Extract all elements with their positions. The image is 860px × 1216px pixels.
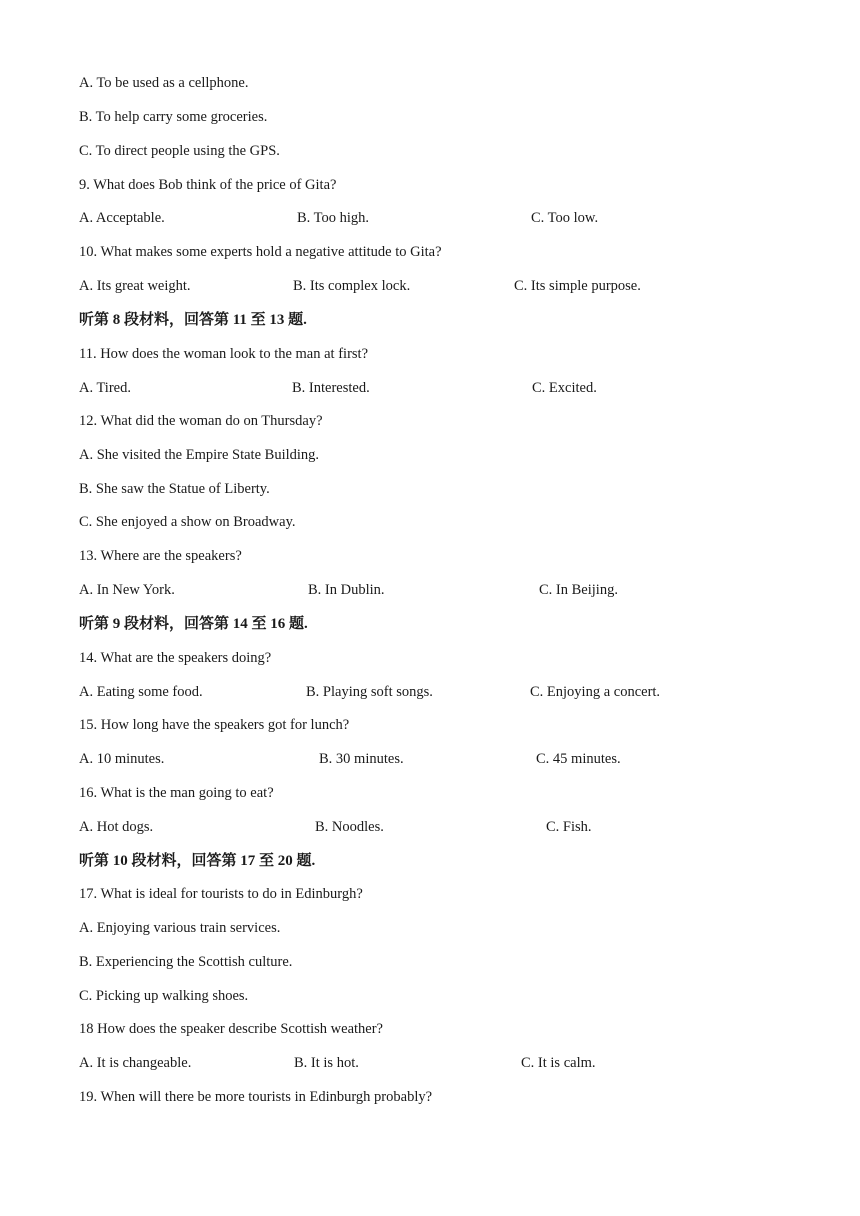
option-b: B. 30 minutes. (319, 751, 404, 767)
option-b: B. It is hot. (294, 1055, 359, 1071)
option-a: A. 10 minutes. (79, 751, 165, 767)
option-a: A. Eating some food. (79, 684, 203, 700)
option-line: B. Experiencing the Scottish culture. (79, 954, 293, 970)
section-heading-9: 听第 9 段材料，回答第 14 至 16 题. (79, 616, 308, 632)
option-line: B. She saw the Statue of Liberty. (79, 481, 270, 497)
option-b: B. Its complex lock. (293, 278, 411, 294)
question-19: 19. When will there be more tourists in Edinburgh probably? (79, 1089, 433, 1105)
option-a: A. It is changeable. (79, 1055, 192, 1071)
question-13: 13. Where are the speakers? (79, 548, 242, 564)
option-b: B. Noodles. (315, 819, 384, 835)
question-18: 18 How does the speaker describe Scottish weather? (79, 1021, 383, 1037)
option-c: C. It is calm. (521, 1055, 596, 1071)
option-line: C. She enjoyed a show on Broadway. (79, 514, 296, 530)
option-line: A. Enjoying various train services. (79, 920, 281, 936)
question-10: 10. What makes some experts hold a negative attitude to Gita? (79, 244, 442, 260)
option-c: C. 45 minutes. (536, 751, 621, 767)
option-line: C. To direct people using the GPS. (79, 143, 280, 159)
question-12: 12. What did the woman do on Thursday? (79, 413, 323, 429)
option-c: C. Enjoying a concert. (530, 684, 661, 700)
option-a: A. Acceptable. (79, 210, 165, 226)
option-c: C. Its simple purpose. (514, 278, 641, 294)
option-c: C. Excited. (532, 380, 597, 396)
option-a: A. Its great weight. (79, 278, 191, 294)
option-line: A. She visited the Empire State Building. (79, 447, 320, 463)
option-a: A. Tired. (79, 380, 131, 396)
option-c: C. Too low. (531, 210, 599, 226)
question-15: 15. How long have the speakers got for lunch? (79, 717, 350, 733)
question-14: 14. What are the speakers doing? (79, 650, 272, 666)
option-a: A. In New York. (79, 582, 175, 598)
option-b: B. Playing soft songs. (306, 684, 433, 700)
option-a: A. Hot dogs. (79, 819, 154, 835)
option-line: C. Picking up walking shoes. (79, 988, 249, 1004)
option-b: B. Interested. (292, 380, 370, 396)
question-17: 17. What is ideal for tourists to do in Edinburgh? (79, 886, 363, 902)
question-16: 16. What is the man going to eat? (79, 785, 274, 801)
option-b: B. In Dublin. (308, 582, 385, 598)
option-c: C. In Beijing. (539, 582, 618, 598)
option-line: A. To be used as a cellphone. (79, 75, 249, 91)
section-heading-10: 听第 10 段材料，回答第 17 至 20 题. (79, 853, 316, 869)
option-line: B. To help carry some groceries. (79, 109, 268, 125)
section-heading-8: 听第 8 段材料，回答第 11 至 13 题. (79, 312, 307, 328)
option-b: B. Too high. (297, 210, 370, 226)
question-11: 11. How does the woman look to the man at first? (79, 346, 369, 362)
option-c: C. Fish. (546, 819, 592, 835)
question-9: 9. What does Bob think of the price of Gita? (79, 177, 337, 193)
